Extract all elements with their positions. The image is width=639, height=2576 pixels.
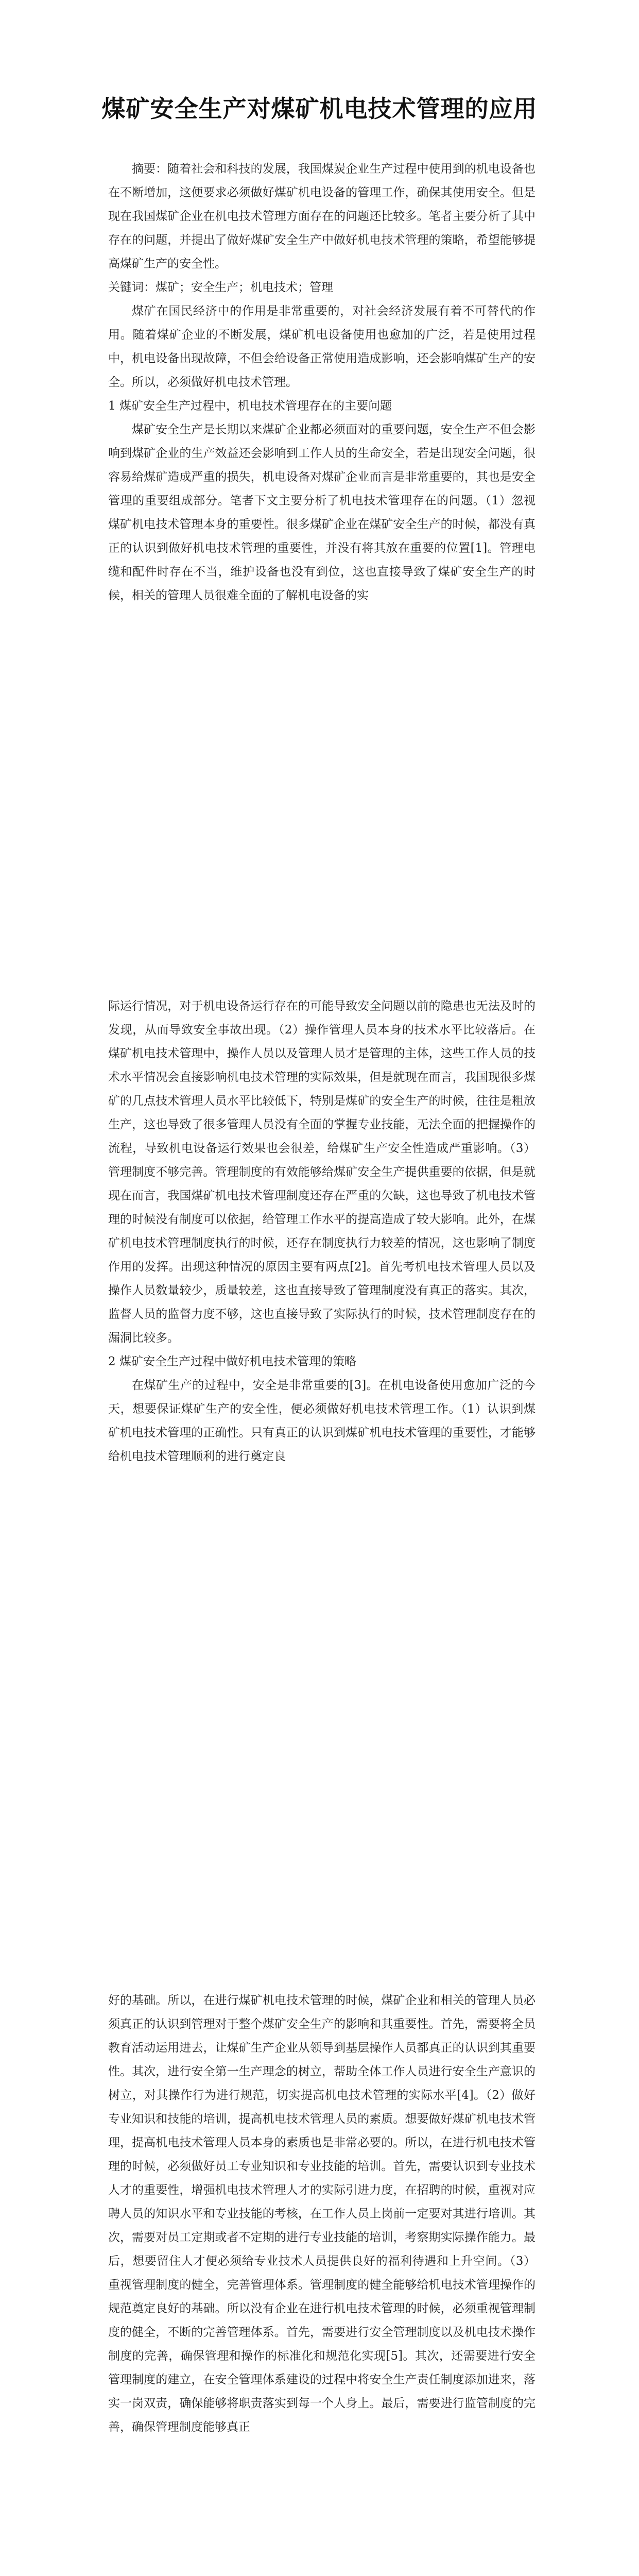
- text-block-3: [108, 1989, 536, 2439]
- body-paragraph: 好的基础。所以，在进行煤矿机电技术管理的时候，煤矿企业和相关的管理人员必须真正的认识到管理对于整个煤矿安全生产的影响和其重要性。首先，需要将全员教育活动运用进去，让煤矿生产企业从领导到基层操作人员都真正的认识到其重要性。其次，进行安全第一生产理念的树立，帮助全体工作人员进行安全生产意识的树立，对其操作行为进行规范，切实提高机电技术管理的实际水平[4]。（2）做好专业知识和技能的培训，提高机电技术管理人员的素质。想要做好煤矿机电技术管理，提高机电技术管理人员本身的素质也是非常必要的。所以，在进行机电技术管理的时候，必须做好员工专业知识和专业技能的培训。首先，需要认识到专业技术人才的重要性，增强机电技术管理人才的实际引进力度，在招聘的时候，重视对应聘人员的知识水平和专业技能的考核，在工作人员上岗前一定要对其进行培训。其次，需要对员工定期或者不定期的进行专业技能的培训，考察期实际操作能力。最后，想要留住人才便必须给专业技术人员提供良好的福利待遇和上升空间。（3）重视管理制度的健全，完善管理体系。管理制度的健全能够给机电技术管理操作的规范奠定良好的基础。所以没有企业在进行机电技术管理的时候，必须重视管理制度的健全，不断的完善管理体系。首先，需要进行安全管理制度以及机电技术操作制度的完善，确保管理和操作的标准化和规范化实现[5]。其次，还需要进行安全管理制度的建立，在安全管理体系建设的过程中将安全生产责任制度添加进来，落实一岗双责，确保能够将职责落实到每一个人身上。最后，需要进行监管制度的完善，确保管理制度能够真正: [108, 1994, 536, 2434]
- abstract-paragraph: 摘要：随着社会和科技的发展，我国煤炭企业生产过程中使用到的机电设备也在不断增加，这便要求必须做好煤矿机电设备的管理工作，确保其使用安全。但是现在我国煤矿企业在机电技术管理方面存在的问题还比较多。笔者主要分析了其中存在的问题，并提出了做好煤矿安全生产中做好机电技术管理的策略，希望能够提高煤矿生产的安全性。: [108, 162, 536, 270]
- intro-paragraph: 煤矿在国民经济中的作用是非常重要的，对社会经济发展有着不可替代的作用。随着煤矿企业的不断发展，煤矿机电设备使用也愈加的广泛，若是使用过程中，机电设备出现故障，不但会给设备正常使用造成影响，还会影响煤矿生产的安全。所以，必须做好机电技术管理。: [108, 304, 536, 389]
- section-heading-1: 1 煤矿安全生产过程中，机电技术管理存在的主要问题: [108, 399, 392, 413]
- text-block-1: [108, 157, 536, 607]
- section-heading-2: 2 煤矿安全生产过程中做好机电技术管理的策略: [108, 1355, 356, 1368]
- keywords-line: 关键词：煤矿；安全生产；机电技术；管理: [108, 281, 333, 294]
- text-block-2: [108, 994, 536, 1468]
- article-title: 煤矿安全生产对煤矿机电技术管理的应用: [101, 95, 538, 123]
- body-paragraph: 际运行情况，对于机电设备运行存在的可能导致安全问题以前的隐患也无法及时的发现，从而导致安全事故出现。（2）操作管理人员本身的技术水平比较落后。在煤矿机电技术管理中，操作人员以及管理人员才是管理的主体，这些工作人员的技术水平情况会直接影响机电技术管理的实际效果，但是就现在而言，我国现很多煤矿的几点技术管理人员水平比较低下，特别是煤矿的安全生产的时候，往往是粗放生产，这也导致了很多管理人员没有全面的掌握专业技能，无法全面的把握操作的流程，导致机电设备运行效果也会很差，给煤矿生产安全性造成严重影响。（3）管理制度不够完善。管理制度的有效能够给煤矿安全生产提供重要的依据，但是就现在而言，我国煤矿机电技术管理制度还存在严重的欠缺，这也导致了机电技术管理的时候没有制度可以依据，给管理工作水平的提高造成了较大影响。此外，在煤矿机电技术管理制度执行的时候，还存在制度执行力较差的情况，这也影响了制度作用的发挥。出现这种情况的原因主要有两点[2]。首先考机电技术管理人员以及操作人员数量较少，质量较差，这也直接导致了管理制度没有真正的落实。其次，监督人员的监督力度不够，这也直接导致了实际执行的时候，技术管理制度存在的漏洞比较多。: [108, 999, 536, 1345]
- body-paragraph: 在煤矿生产的过程中，安全是非常重要的[3]。在机电设备使用愈加广泛的今天，想要保证煤矿生产的安全性，便必须做好机电技术管理工作。（1）认识到煤矿机电技术管理的正确性。只有真正的认识到煤矿机电技术管理的重要性，才能够给机电技术管理顺利的进行奠定良: [108, 1379, 536, 1463]
- body-paragraph: 煤矿安全生产是长期以来煤矿企业都必须面对的重要问题，安全生产不但会影响到煤矿企业的生产效益还会影响到工作人员的生命安全，若是出现安全问题，很容易给煤矿造成严重的损失，机电设备对煤矿企业而言是非常重要的，其也是安全管理的重要组成部分。笔者下文主要分析了机电技术管理存在的问题。（1）忽视煤矿机电技术管理本身的重要性。很多煤矿企业在煤矿安全生产的时候，都没有真正的认识到做好机电技术管理的重要性，并没有将其放在重要的位置[1]。管理电缆和配件时存在不当，维护设备也没有到位，这也直接导致了煤矿安全生产的时候，相关的管理人员很难全面的了解机电设备的实: [108, 423, 536, 602]
